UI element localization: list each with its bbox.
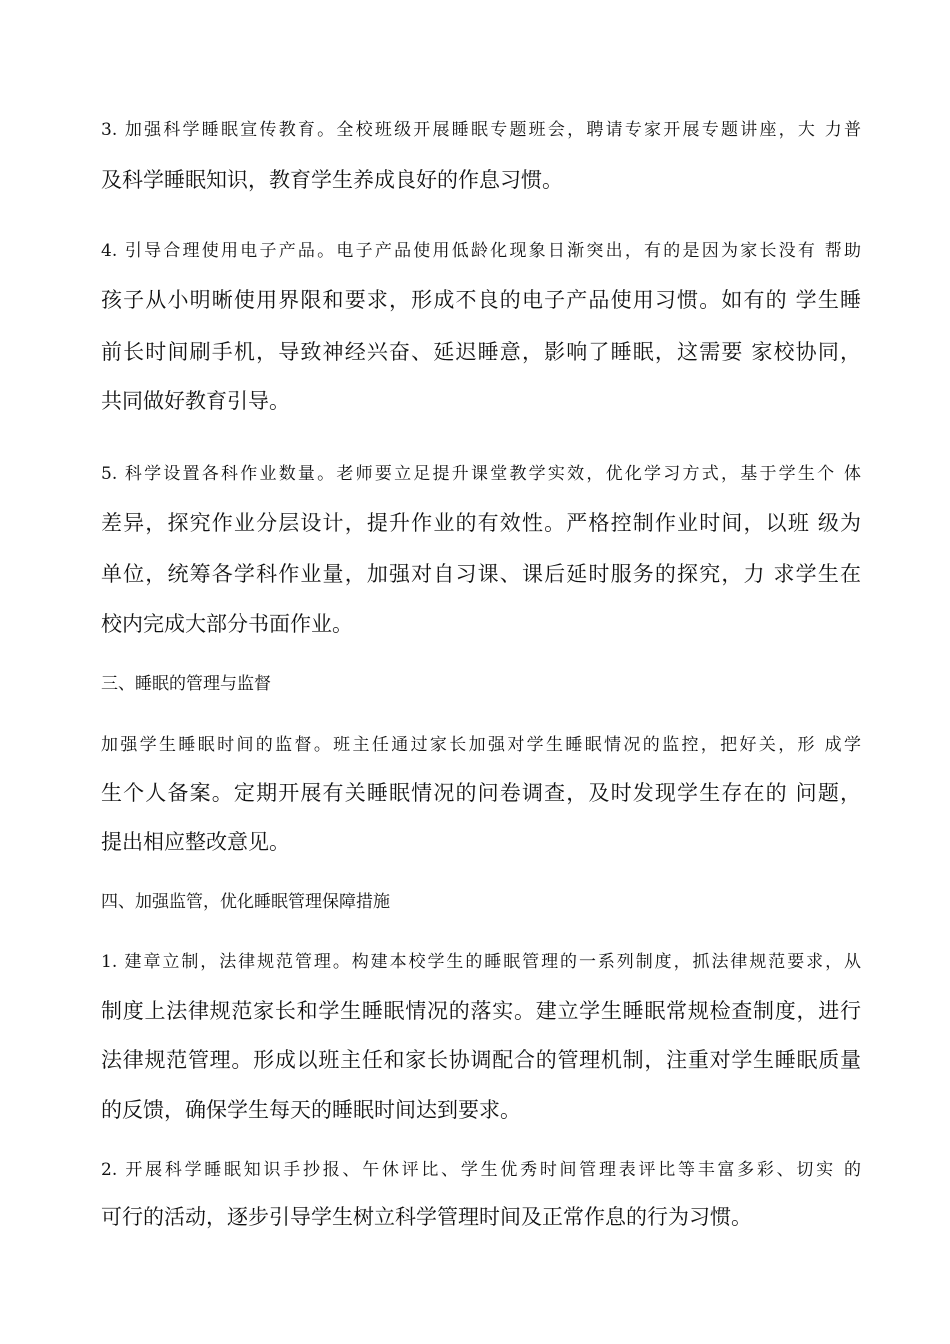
measure-1-line-4: 的反馈，确保学生每天的睡眠时间达到要求。	[101, 1098, 521, 1122]
item-4-line-2: 孩子从小明晰使用界限和要求，形成不良的电子产品使用习惯。如有的 学生睡	[101, 288, 861, 312]
section-3-heading: 三、睡眠的管理与监督	[101, 674, 271, 694]
item-5-line-1: 5. 科学设置各科作业数量。老师要立足提升课堂教学实效，优化学习方式，基于学生个 体	[101, 464, 861, 484]
measure-2-line-2: 可行的活动，逐步引导学生树立科学管理时间及正常作息的行为习惯。	[101, 1205, 752, 1229]
section-3-line-3: 提出相应整改意见。	[101, 830, 290, 854]
section-3-line-1: 加强学生睡眠时间的监督。班主任通过家长加强对学生睡眠情况的监控，把好关，形 成学	[101, 735, 861, 755]
item-3-line-1: 3. 加强科学睡眠宣传教育。全校班级开展睡眠专题班会，聘请专家开展专题讲座，大 力普	[101, 120, 861, 140]
item-4-line-3: 前长时间刷手机，导致神经兴奋、延迟睡意，影响了睡眠，这需要 家校协同，	[101, 340, 861, 364]
measure-1-line-1: 1. 建章立制，法律规范管理。构建本校学生的睡眠管理的一系列制度，抓法律规范要求，从	[101, 952, 861, 972]
section-3-line-2: 生个人备案。定期开展有关睡眠情况的问卷调查，及时发现学生存在的 问题，	[101, 781, 861, 805]
measure-2-line-1: 2. 开展科学睡眠知识手抄报、午休评比、学生优秀时间管理表评比等丰富多彩、切实 的	[101, 1160, 861, 1180]
item-5-line-2: 差异，探究作业分层设计，提升作业的有效性。严格控制作业时间，以班 级为	[101, 511, 861, 535]
measure-1-line-2: 制度上法律规范家长和学生睡眠情况的落实。建立学生睡眠常规检查制度，进行	[101, 999, 861, 1023]
item-5-line-3: 单位，统筹各学科作业量，加强对自习课、课后延时服务的探究，力 求学生在	[101, 562, 861, 586]
section-4-heading: 四、加强监管，优化睡眠管理保障措施	[101, 892, 390, 912]
item-4-line-1: 4. 引导合理使用电子产品。电子产品使用低龄化现象日渐突出，有的是因为家长没有 帮助	[101, 241, 861, 261]
item-5-line-4: 校内完成大部分书面作业。	[101, 612, 353, 636]
measure-1-line-3: 法律规范管理。形成以班主任和家长协调配合的管理机制，注重对学生睡眠质量	[101, 1048, 861, 1072]
item-3-line-2: 及科学睡眠知识，教育学生养成良好的作息习惯。	[101, 168, 563, 192]
item-4-line-4: 共同做好教育引导。	[101, 389, 290, 413]
